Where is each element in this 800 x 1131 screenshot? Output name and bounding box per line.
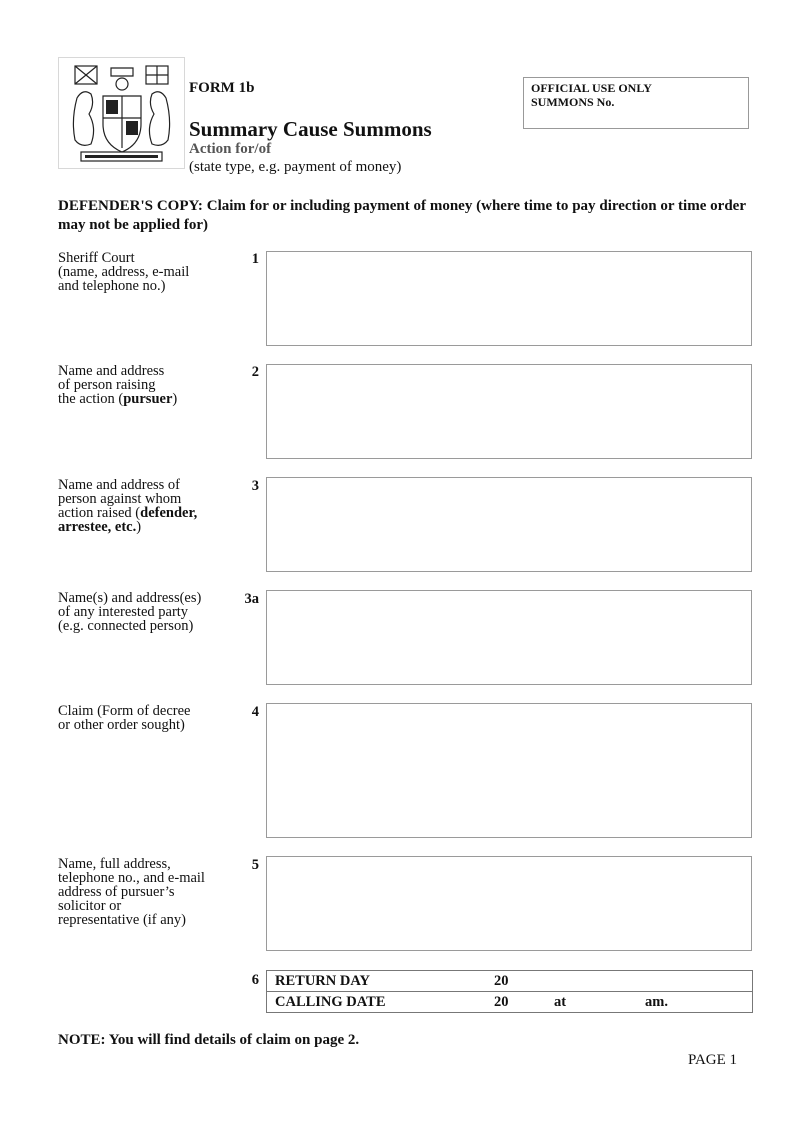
return-day-row[interactable] (267, 971, 752, 991)
label-line (58, 392, 233, 406)
calling-date-label: CALLING DATE (275, 994, 386, 1010)
label-line: or other order sought) (58, 717, 185, 733)
claim-field[interactable] (266, 703, 752, 838)
label-line: solicitor or (58, 898, 122, 914)
label-line (58, 520, 233, 534)
section-2-number: 2 (251, 364, 259, 380)
section-3-number: 3 (251, 478, 259, 494)
defender-field[interactable] (266, 477, 752, 572)
label-bold: pursuer (123, 391, 173, 407)
label-line: Name(s) and address(es) (58, 590, 202, 606)
label-text: action raised ( (58, 505, 141, 521)
calling-date-at: at (554, 994, 567, 1010)
label-line (58, 506, 233, 520)
calling-date-row[interactable] (267, 991, 752, 1012)
label-line: person against whom (58, 491, 182, 507)
official-use-label: OFFICIAL USE ONLY (531, 81, 652, 95)
section-3-label (58, 478, 233, 534)
section-3a-label (58, 591, 233, 633)
label-line: Sheriff Court (58, 250, 135, 266)
label-line: representative (if any) (58, 912, 187, 928)
label-line: of any interested party (58, 604, 189, 620)
label-line: of person raising (58, 377, 156, 393)
section-5-number: 5 (251, 857, 259, 873)
label-line: telephone no., and e-mail (58, 870, 205, 886)
section-4-number: 4 (251, 704, 259, 720)
label-line: (e.g. connected person) (58, 618, 194, 634)
label-line: address of pursuer’s (58, 884, 175, 900)
label-line: (name, address, e-mail (58, 264, 190, 280)
section-2-label (58, 364, 233, 406)
label-text: ) (136, 519, 142, 535)
label-line: Name and address of (58, 477, 180, 493)
action-hint: (state type, e.g. payment of money) (189, 159, 402, 175)
label-line: Name, full address, (58, 856, 171, 872)
page-number: PAGE 1 (688, 1052, 738, 1068)
section-5-label (58, 857, 233, 927)
label-text: the action ( (58, 391, 124, 407)
defender-copy-heading: DEFENDER'S COPY: Claim for or including payment of money (where time to pay direction or time order may not be applied for) (58, 198, 746, 233)
summons-number-label: SUMMONS No. (531, 95, 615, 109)
section-1-label (58, 251, 233, 293)
note-text: NOTE: You will find details of claim on page 2. (58, 1032, 360, 1048)
solicitor-field[interactable] (266, 856, 752, 951)
dates-table (266, 970, 753, 1013)
return-day-year: 20 (494, 973, 509, 989)
pursuer-field[interactable] (266, 364, 752, 459)
form-title: Summary Cause Summons (189, 117, 432, 141)
section-4-label (58, 704, 233, 732)
calling-date-year: 20 (494, 994, 509, 1010)
return-day-label: RETURN DAY (275, 973, 370, 989)
interested-party-field[interactable] (266, 590, 752, 685)
section-6-number: 6 (251, 972, 259, 988)
calling-date-am: am. (645, 994, 668, 1010)
form-number: FORM 1b (189, 80, 255, 96)
label-line: Name and address (58, 363, 165, 379)
label-text: ) (172, 391, 178, 407)
action-label: Action for/of (189, 141, 272, 157)
label-bold: arrestee, etc. (58, 519, 137, 535)
section-1-number: 1 (251, 251, 259, 267)
label-line: and telephone no.) (58, 278, 166, 294)
official-use-box (523, 77, 749, 129)
label-line: Claim (Form of decree (58, 703, 191, 719)
sheriff-court-field[interactable] (266, 251, 752, 346)
section-3a-number: 3a (244, 591, 259, 607)
royal-coat-of-arms-icon (58, 57, 185, 169)
label-bold: defender, (140, 505, 198, 521)
